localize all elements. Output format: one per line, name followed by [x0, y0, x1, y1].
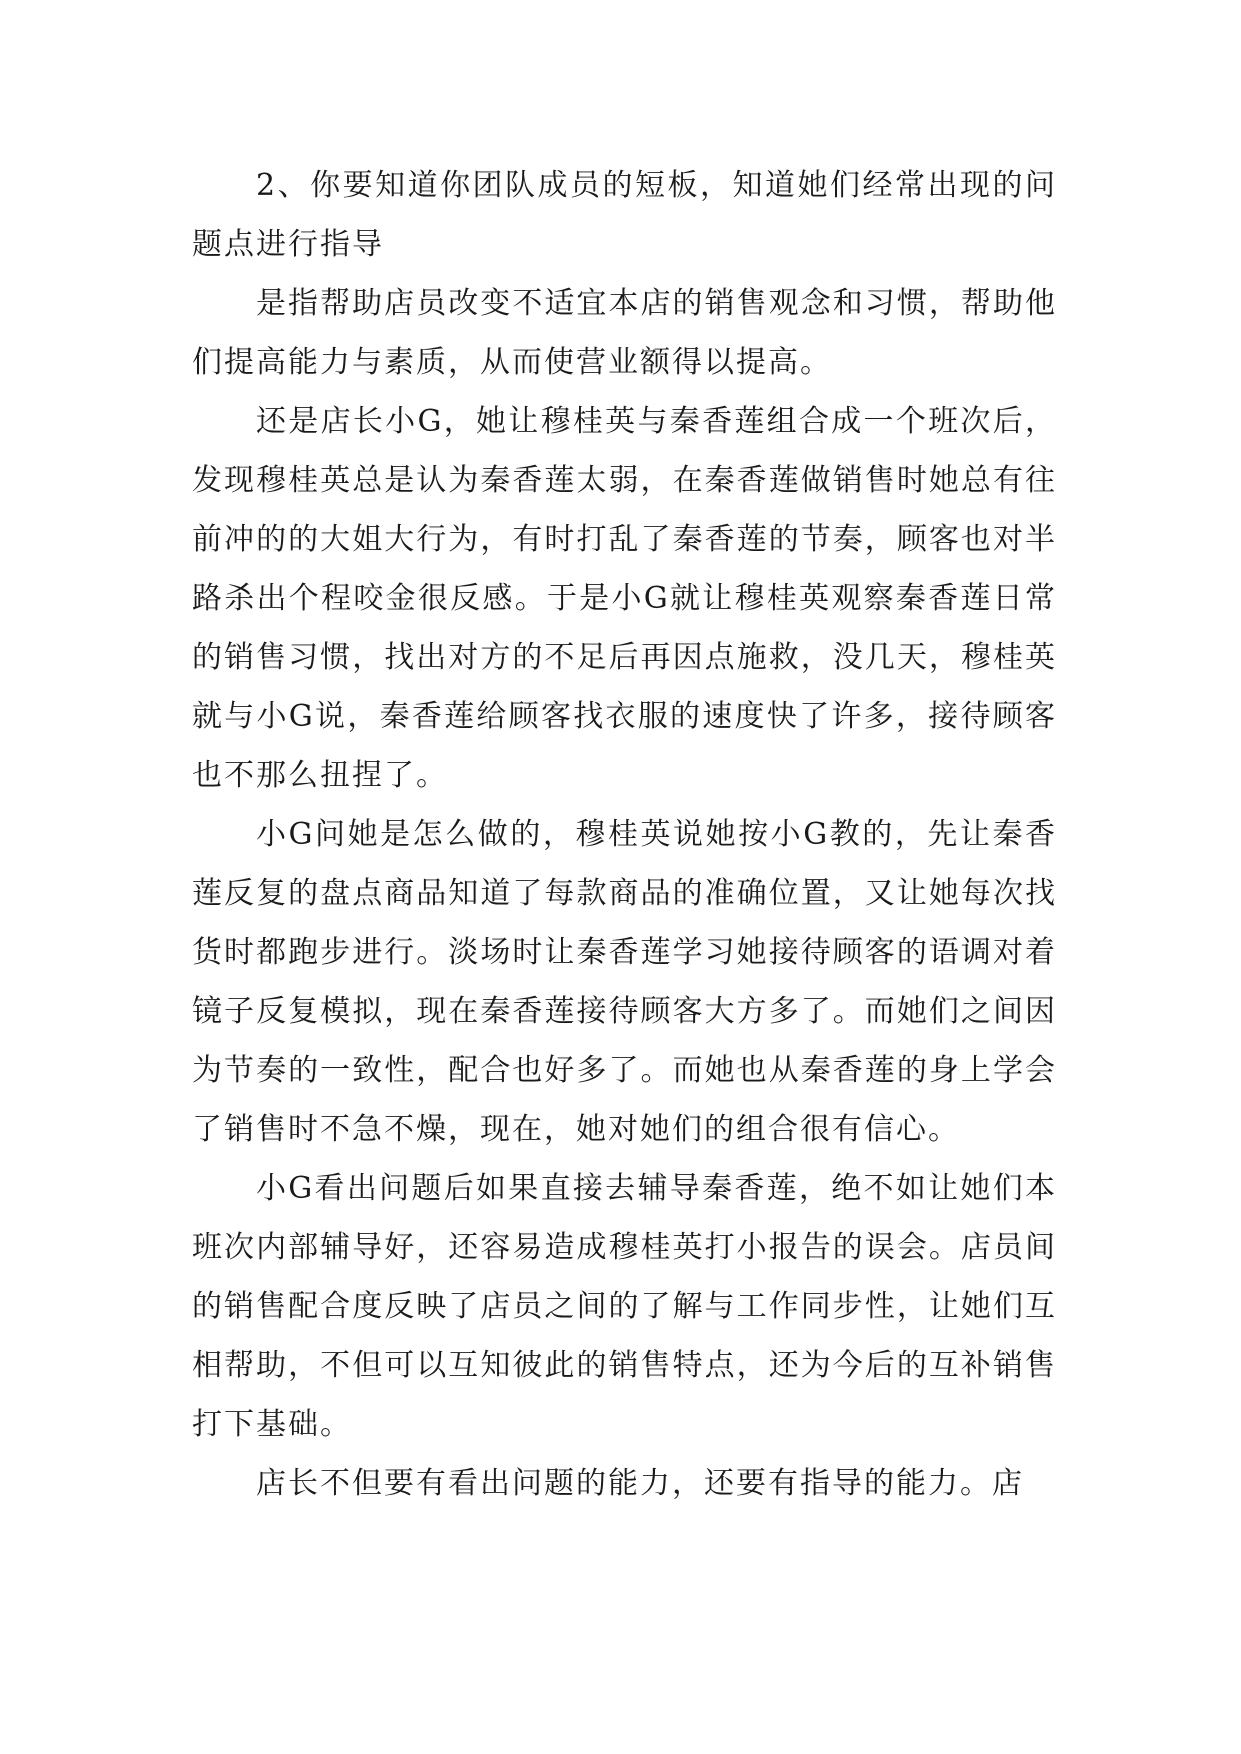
- paragraph: 店长不但要有看出问题的能力，还要有指导的能力。店: [256, 1466, 1024, 1501]
- document-body: [192, 156, 1057, 1513]
- paragraph-heading-2: 2、你要知道你团队成员的短板，知道她们经常出现的问题点进行指导: [192, 168, 1057, 262]
- paragraph: 小G问她是怎么做的，穆桂英说她按小G教的，先让秦香莲反复的盘点商品知道了每款商品的准确位置，又让她每次找货时都跑步进行。淡场时让秦香莲学习她接待顾客的语调对着镜子反复模拟，现在秦香莲接待顾客大方多了。而她们之间因为节奏的一致性，配合也好多了。而她也从秦香莲的身上学会了销售时不急不燥，现在，她对她们的组合很有信心。: [192, 817, 1057, 1147]
- paragraph: 是指帮助店员改变不适宜本店的销售观念和习惯，帮助他们提高能力与素质，从而使营业额得以提高。: [192, 286, 1057, 380]
- paragraph: 小G看出问题后如果直接去辅导秦香莲，绝不如让她们本班次内部辅导好，还容易造成穆桂英打小报告的误会。店员间的销售配合度反映了店员之间的了解与工作同步性，让她们互相帮助，不但可以互知彼此的销售特点，还为今后的互补销售打下基础。: [192, 1171, 1057, 1442]
- paragraph: 还是店长小G，她让穆桂英与秦香莲组合成一个班次后，发现穆桂英总是认为秦香莲太弱，在秦香莲做销售时她总有往前冲的的大姐大行为，有时打乱了秦香莲的节奏，顾客也对半路杀出个程咬金很反感。于是小G就让穆桂英观察秦香莲日常的销售习惯，找出对方的不足后再因点施救，没几天，穆桂英就与小G说，秦香莲给顾客找衣服的速度快了许多，接待顾客也不那么扭捏了。: [192, 404, 1057, 793]
